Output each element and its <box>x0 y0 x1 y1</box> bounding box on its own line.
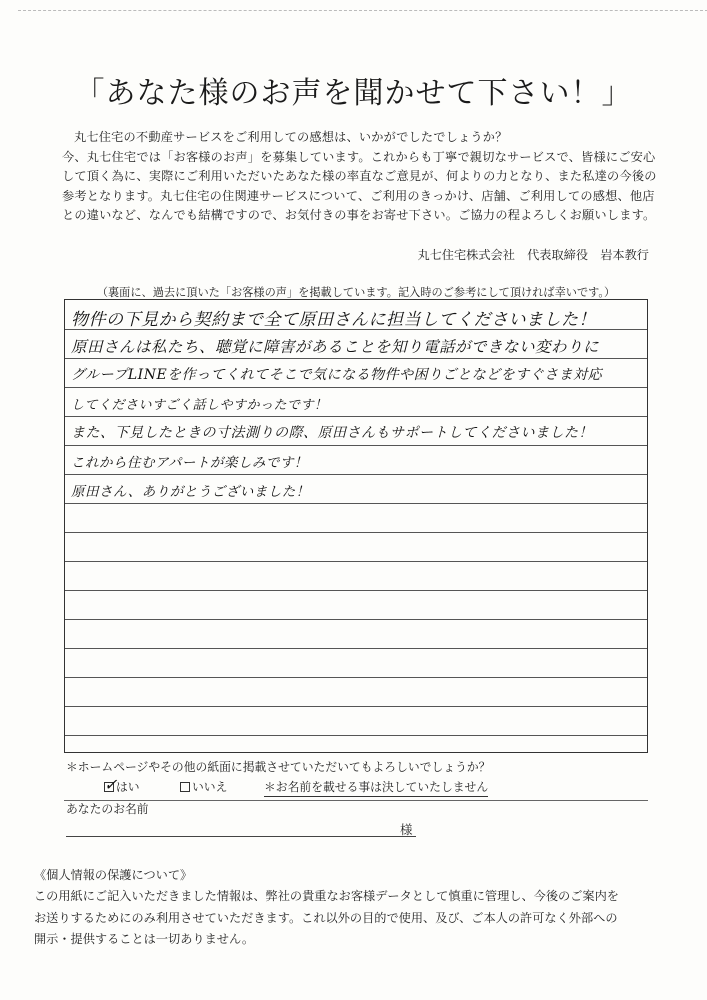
ruled-line <box>65 735 647 736</box>
no-label: いいえ <box>192 780 228 794</box>
intro-line: して頂く為に、実際にご利用いただいたあなた様の率直なご意見が、何よりの力となり、また私達の今後の <box>62 169 657 184</box>
page-title: 「あなた様のお声を聞かせて下さい！」 <box>74 76 633 111</box>
handwritten-line: してくださいすごく話しやすかったです！ <box>71 398 328 413</box>
ruled-line <box>65 474 647 475</box>
handwritten-line: グループLINEを作ってくれてそこで気になる物件や困りごとなどをすぐさま対応 <box>71 367 603 383</box>
ruled-line <box>65 445 647 446</box>
privacy-line: 開示・提供することは一切ありません。 <box>34 932 255 946</box>
ruled-line <box>65 387 647 388</box>
intro-line: との違いなど、なんでも結構ですので、お気付きの事をお寄せ下さい。ご協力の程よろしくお願いします。 <box>62 208 656 223</box>
handwritten-line: 原田さん、ありがとうございました！ <box>71 484 310 500</box>
privacy-title: 《個人情報の保護について》 <box>34 868 193 882</box>
ruled-line <box>65 532 647 533</box>
name-privacy-note: ＊お名前を載せる事は決していたしません <box>264 778 488 797</box>
ruled-line <box>65 503 647 504</box>
intro-line: 今、丸七住宅では「お客様のお声」を募集しています。これからも丁寧で親切なサービスで、皆様にご安心 <box>62 149 656 164</box>
divider <box>64 800 648 801</box>
yes-checkbox[interactable] <box>104 775 118 794</box>
consent-yes-option[interactable] <box>104 775 140 795</box>
back-side-notice: （裏面に、過去に頂いた「お客様の声」を掲載しています。記入時のご参考にして頂ければ幸いです。） <box>96 286 616 299</box>
ruled-line <box>65 561 647 562</box>
privacy-line: この用紙にご記入いただきました情報は、弊社の貴重なお客様データとして慎重に管理し、今後のご案内を <box>34 889 619 903</box>
intro-line: 丸七住宅の不動産サービスをご利用しての感想は、いかがでしたでしょうか？ <box>74 130 508 144</box>
handwritten-line: また、下見したときの寸法測りの際、原田さんもサポートしてくださいました！ <box>71 425 593 441</box>
name-suffix: 様 <box>400 822 413 837</box>
privacy-line: お送りするためにのみ利用させていただきます。これ以外の目的で使用、及び、ご本人の許可なく外部への <box>34 910 618 925</box>
ruled-line <box>65 648 647 649</box>
handwritten-line: 原田さんは私たち、聴覚に障害があることを知り電話ができない変わりに <box>71 338 600 356</box>
check-mark-icon: ✓ <box>104 775 118 794</box>
handwritten-line: 物件の下見から契約まで全て原田さんに担当してくださいました！ <box>71 310 596 330</box>
ruled-line <box>65 619 647 620</box>
name-label: あなたのお名前 <box>66 802 149 816</box>
handwritten-line: これから住むアパートが楽しみです！ <box>71 455 308 471</box>
no-checkbox[interactable] <box>180 782 190 792</box>
ruled-line <box>65 358 647 359</box>
consent-no-option[interactable] <box>180 778 227 795</box>
ruled-line <box>65 590 647 591</box>
ruled-line <box>65 677 647 678</box>
intro-text <box>62 128 662 226</box>
signature: 丸七住宅株式会社 代表取締役 岩本教行 <box>417 248 649 262</box>
consent-question: ＊ホームページやその他の紙面に掲載させていただいてもよろしいでしょうか？ <box>66 760 491 774</box>
intro-line: 参考となります。丸七住宅の住関連サービスについて、ご利用のきっかけ、店舗、ご利用しての感想、他店 <box>62 188 655 203</box>
comment-box[interactable] <box>64 299 648 753</box>
top-cut-line <box>18 10 707 11</box>
ruled-line <box>65 416 647 417</box>
ruled-line <box>65 706 647 707</box>
name-field[interactable] <box>66 818 416 837</box>
yes-label: はい <box>116 780 140 794</box>
privacy-text <box>34 886 674 951</box>
